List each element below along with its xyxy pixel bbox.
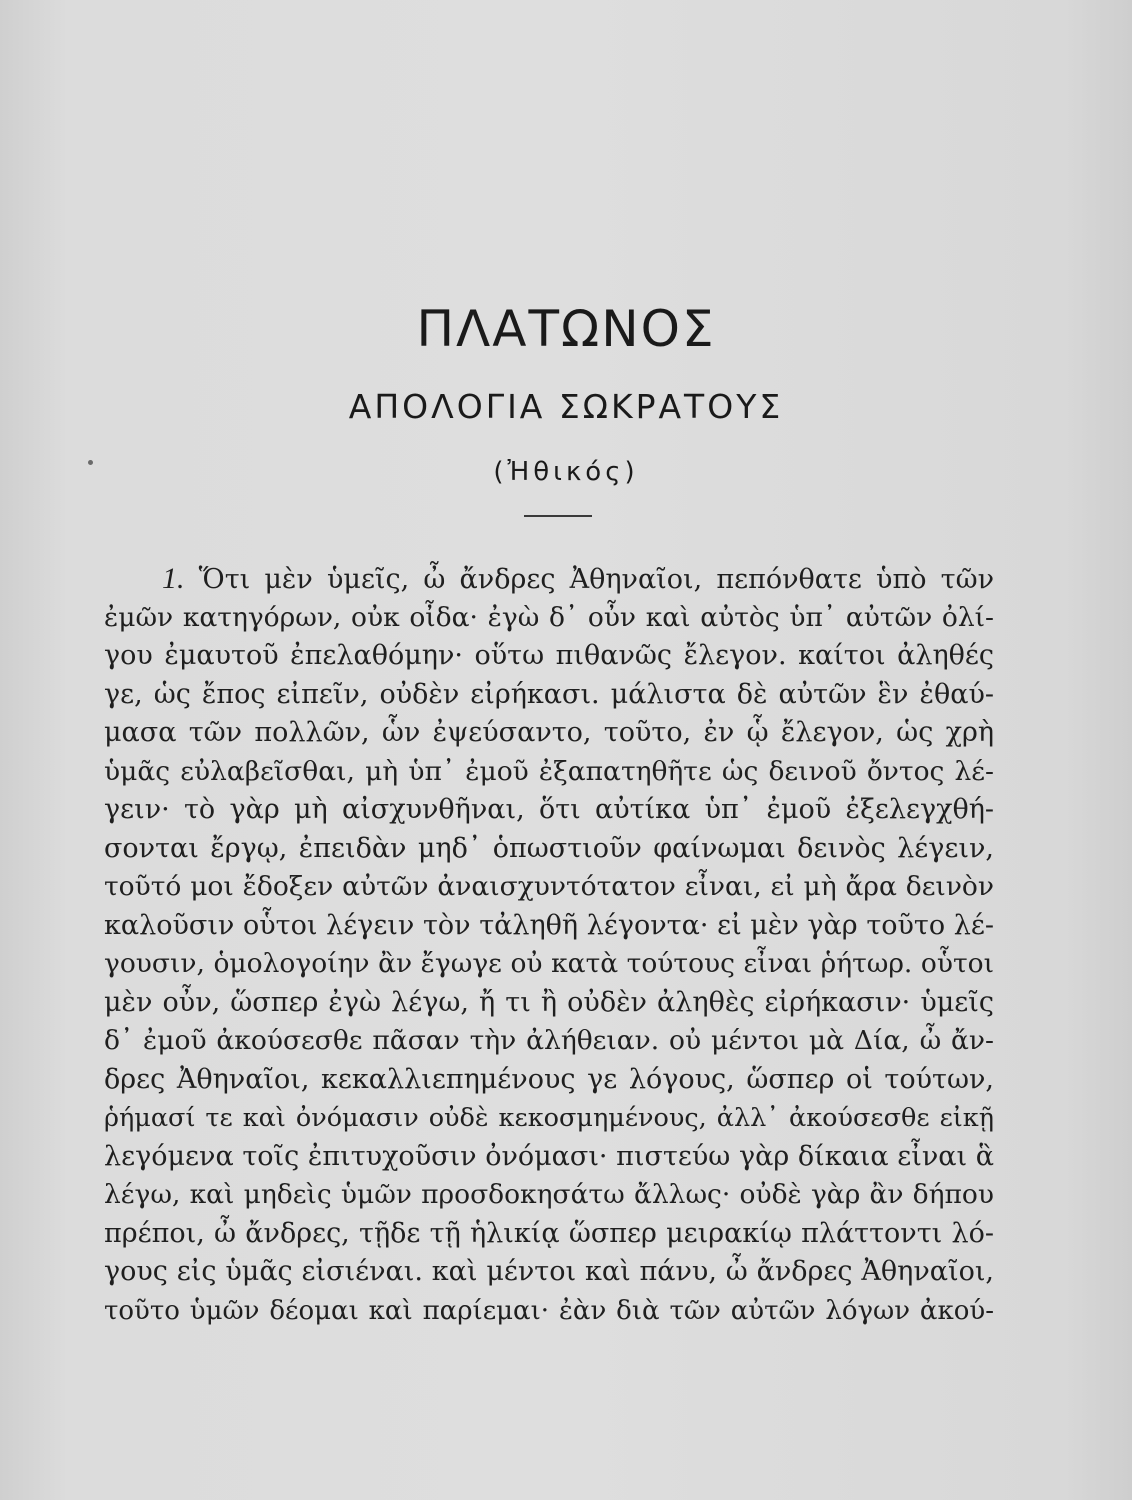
text-line: ἐμῶν κατηγόρων, οὐκ οἶδα· ἐγὼ δ᾽ οὖν καὶ αὐτὸς ὑπ᾽ αὐτῶν ὀλί-	[104, 601, 994, 633]
text-line: γουσιν, ὁμολογοίην ἂν ἔγωγε οὐ κατὰ τούτους εἶναι ῥήτωρ. οὗτοι	[104, 948, 994, 979]
text-line: μασα τῶν πολλῶν, ὧν ἐψεύσαντο, τοῦτο, ἐν ᾧ ἔλεγον, ὡς χρὴ	[104, 717, 994, 748]
text-line: γειν· τὸ γὰρ μὴ αἰσχυνθῆναι, ὅτι αὐτίκα ὑπ᾽ ἐμοῦ ἐξελεγχθή-	[104, 794, 994, 825]
text-line: μὲν οὖν, ὥσπερ ἐγὼ λέγω, ἤ τι ἢ οὐδὲν ἀληθὲς εἰρήκασιν· ὑμεῖς	[104, 986, 994, 1018]
author-title: ΠΛΑΤΩΝΟΣ	[416, 300, 716, 358]
text-line: δ᾽ ἐμοῦ ἀκούσεσθε πᾶσαν τὴν ἀλήθειαν. οὐ μέντοι μὰ Δία, ὦ ἄν-	[104, 1025, 994, 1056]
title-divider	[524, 515, 592, 517]
text-line: λέγω, καὶ μηδεὶς ὑμῶν προσδοκησάτω ἄλλως· οὐδὲ γὰρ ἂν δήπου	[104, 1179, 994, 1210]
line-text: Ὅτι μὲν ὑμεῖς, ὦ ἄνδρες Ἀθηναῖοι, πεπόνθατε ὑπὸ τῶν	[198, 564, 994, 595]
text-line: καλοῦσιν οὗτοι λέγειν τὸν τἀληθῆ λέγοντα· εἰ μὲν γὰρ τοῦτο λέ-	[104, 909, 994, 941]
text-line: σονται ἔργῳ, ἐπειδὰν μηδ᾽ ὁπωστιοῦν φαίνωμαι δεινὸς λέγειν,	[104, 832, 994, 864]
text-line: ῥήμασί τε καὶ ὀνόμασιν οὐδὲ κεκοσμημένους, ἀλλ᾽ ἀκούσεσθε εἰκῇ	[104, 1103, 994, 1133]
genre-subtitle: (Ἠθικός)	[493, 457, 639, 487]
text-line: λεγόμενα τοῖς ἐπιτυχοῦσιν ὀνόμασι· πιστεύω γὰρ δίκαια εἶναι ἃ	[104, 1140, 994, 1172]
text-line: γε, ὡς ἔπος εἰπεῖν, οὐδὲν εἰρήκασι. μάλιστα δὲ αὐτῶν ἓν ἐθαύ-	[104, 678, 994, 710]
text-line: πρέποι, ὦ ἄνδρες, τῇδε τῇ ἡλικίᾳ ὥσπερ μειρακίῳ πλάττοντι λό-	[104, 1217, 994, 1249]
text-line: τοῦτό μοι ἔδοξεν αὐτῶν ἀναισχυντότατον εἶναι, εἰ μὴ ἄρα δεινὸν	[104, 871, 994, 902]
text-line: τοῦτο ὑμῶν δέομαι καὶ παρίεμαι· ἐὰν διὰ τῶν αὐτῶν λόγων ἀκού-	[104, 1295, 994, 1326]
text-line: δρες Ἀθηναῖοι, κεκαλλιεπημένους γε λόγους, ὥσπερ οἱ τούτων,	[104, 1063, 994, 1095]
work-title: ΑΠΟΛΟΓΙΑ ΣΩΚΡΑΤΟΥΣ	[348, 387, 784, 426]
body-text	[104, 560, 994, 1330]
text-line	[104, 560, 994, 599]
text-line: γου ἐμαυτοῦ ἐπελαθόμην· οὕτω πιθανῶς ἔλεγον. καίτοι ἀληθές	[104, 640, 994, 671]
text-line: ὑμᾶς εὐλαβεῖσθαι, μὴ ὑπ᾽ ἐμοῦ ἐξαπατηθῆτε ὡς δεινοῦ ὄντος λέ-	[104, 755, 994, 787]
text-line: γους εἰς ὑμᾶς εἰσιέναι. καὶ μέντοι καὶ πάνυ, ὦ ἄνδρες Ἀθηναῖοι,	[104, 1256, 994, 1287]
section-number: 1.	[162, 562, 185, 595]
